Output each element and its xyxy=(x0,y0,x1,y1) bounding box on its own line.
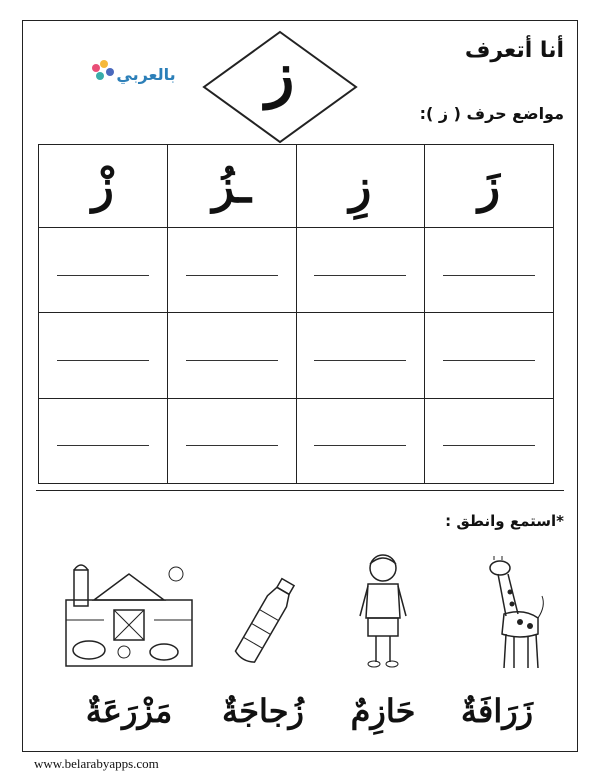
belaraby-logo-icon xyxy=(86,56,178,92)
writing-cell[interactable] xyxy=(39,228,168,313)
word-label: زُجاجَةٌ xyxy=(222,692,304,730)
writing-row xyxy=(39,398,554,483)
blank-line xyxy=(314,359,406,361)
bottle-icon xyxy=(232,574,298,670)
worksheet-title: أنا أتعرف xyxy=(464,38,564,63)
blank-line xyxy=(186,359,278,361)
farm-icon xyxy=(64,560,194,670)
letter-form-cell: زْ xyxy=(39,145,168,228)
blank-line xyxy=(314,274,406,276)
blank-line xyxy=(443,359,535,361)
letter-form-cell: ـزُ xyxy=(167,145,296,228)
footer-url[interactable]: www.belarabyapps.com xyxy=(34,756,159,771)
blank-line xyxy=(314,444,406,446)
writing-row xyxy=(39,313,554,398)
blank-line xyxy=(443,274,535,276)
writing-cell[interactable] xyxy=(425,313,554,398)
word-label: حَازِمٌ xyxy=(350,692,416,730)
blank-line xyxy=(57,444,149,446)
blank-line xyxy=(186,444,278,446)
positions-label: مواضع حرف ( ز ): xyxy=(419,104,564,123)
letter-form-cell: زَ xyxy=(425,145,554,228)
blank-line xyxy=(57,359,149,361)
writing-cell[interactable] xyxy=(167,398,296,483)
featured-letter: ز xyxy=(265,40,295,110)
writing-cell[interactable] xyxy=(167,313,296,398)
blank-line xyxy=(186,274,278,276)
blank-line xyxy=(443,444,535,446)
letter-forms-table xyxy=(38,144,554,484)
writing-cell[interactable] xyxy=(167,228,296,313)
listen-label: *استمع وانطق : xyxy=(445,512,564,530)
writing-cell[interactable] xyxy=(296,228,425,313)
logo-text: بالعربي xyxy=(116,65,176,84)
writing-cell[interactable] xyxy=(425,228,554,313)
writing-cell[interactable] xyxy=(39,313,168,398)
writing-row xyxy=(39,228,554,313)
blank-line xyxy=(57,274,149,276)
giraffe-icon xyxy=(480,556,550,672)
writing-cell[interactable] xyxy=(39,398,168,483)
boy-icon xyxy=(354,552,412,670)
word-label: مَزْرَعَةٌ xyxy=(85,692,173,730)
word-label: زَرَافَةٌ xyxy=(460,692,534,730)
writing-cell[interactable] xyxy=(425,398,554,483)
letter-forms-row xyxy=(39,145,554,228)
section-divider xyxy=(36,490,564,491)
writing-cell[interactable] xyxy=(296,398,425,483)
writing-cell[interactable] xyxy=(296,313,425,398)
letter-form-cell: زِ xyxy=(296,145,425,228)
